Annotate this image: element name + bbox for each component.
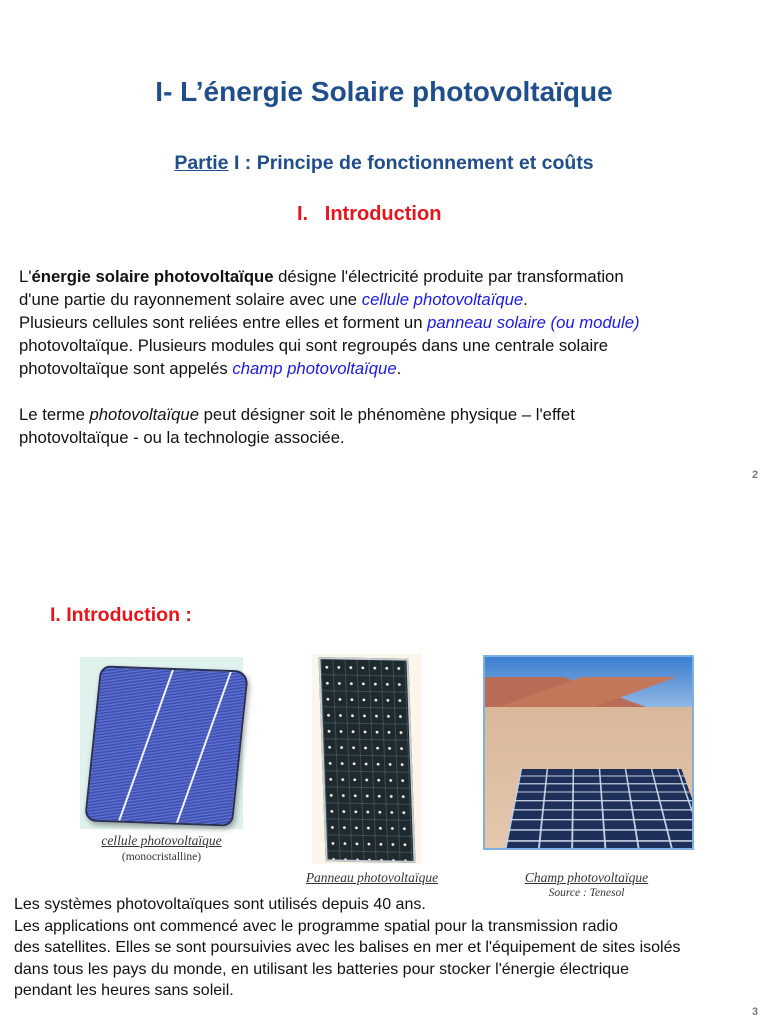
- paragraph-gap: [19, 380, 759, 403]
- solar-cell-image: [84, 665, 249, 826]
- slide3-heading: I. Introduction :: [50, 604, 192, 626]
- link-champ-photovoltaique[interactable]: champ photovoltaïque: [232, 359, 397, 378]
- paragraph-line: photovoltaïque. Plusieurs modules qui sont regroupés dans une centrale solaire: [19, 336, 609, 355]
- link-cellule-photovoltaique[interactable]: cellule photovoltaïque: [361, 290, 524, 309]
- paragraph-line: photovoltaïque - ou la technologie associée.: [19, 428, 345, 447]
- figure-caption-field: Champ photovoltaïque: [524, 870, 649, 885]
- text: photovoltaïque sont appelés: [19, 359, 233, 378]
- paragraph-line: [19, 311, 759, 334]
- page-number: 2: [752, 469, 759, 481]
- figure-subcaption-cell: (monocristalline): [121, 851, 202, 863]
- text: .: [396, 359, 402, 378]
- history-paragraph: [14, 894, 754, 1002]
- paragraph-line: Les applications ont commencé avec le programme spatial pour la transmission radio: [14, 917, 618, 935]
- text: .: [523, 290, 528, 309]
- paragraph-line: [19, 288, 759, 311]
- figure-caption-panel: Panneau photovoltaïque: [305, 870, 439, 885]
- section-heading-introduction: I. Introduction: [297, 203, 442, 225]
- busbar: [171, 665, 235, 826]
- subtitle-text: I : Principe de fonctionnement et coûts: [228, 152, 594, 174]
- text: Le terme: [19, 405, 90, 424]
- subtitle-part-label: Partie: [174, 152, 229, 174]
- slide-subtitle: [0, 152, 768, 175]
- paragraph-line: dans tous les pays du monde, en utilisant les batteries pour stocker l'énergie électrique: [14, 960, 629, 978]
- italic-term: photovoltaïque: [89, 405, 199, 424]
- paragraph-line: pendant les heures sans soleil.: [14, 982, 234, 999]
- paragraph-line: [19, 357, 759, 380]
- text: désigne l'électricité produite par transformation: [273, 267, 624, 286]
- busbar: [113, 665, 177, 826]
- figure-source: Source : Tenesol: [548, 887, 625, 899]
- paragraph-line: [19, 403, 759, 426]
- text: d'une partie du rayonnement solaire avec une: [19, 290, 362, 309]
- paragraph-line: des satellites. Elles se sont poursuivies avec les balises en mer et l'équipement de sites isolés: [14, 939, 681, 956]
- bold-term: énergie solaire photovoltaïque: [31, 267, 274, 286]
- intro-paragraph: [19, 265, 759, 449]
- solar-field-image: [483, 655, 694, 850]
- text: Plusieurs cellules sont reliées entre elles et forment un: [19, 313, 428, 332]
- paragraph-line: Les systèmes photovoltaïques sont utilisés depuis 40 ans.: [14, 896, 426, 913]
- panel-rows: [503, 769, 694, 850]
- solar-panel-image: [318, 657, 415, 863]
- page-number: 3: [752, 1006, 759, 1018]
- slide-title: I- L’énergie Solaire photovoltaïque: [155, 76, 613, 107]
- text: peut désigner soit le phénomène physique – l'effet: [199, 405, 575, 424]
- paragraph-line: [19, 265, 759, 288]
- text: L': [19, 267, 32, 286]
- figure-caption-cell: cellule photovoltaïque: [101, 833, 222, 848]
- link-panneau-solaire[interactable]: panneau solaire (ou module): [427, 313, 640, 332]
